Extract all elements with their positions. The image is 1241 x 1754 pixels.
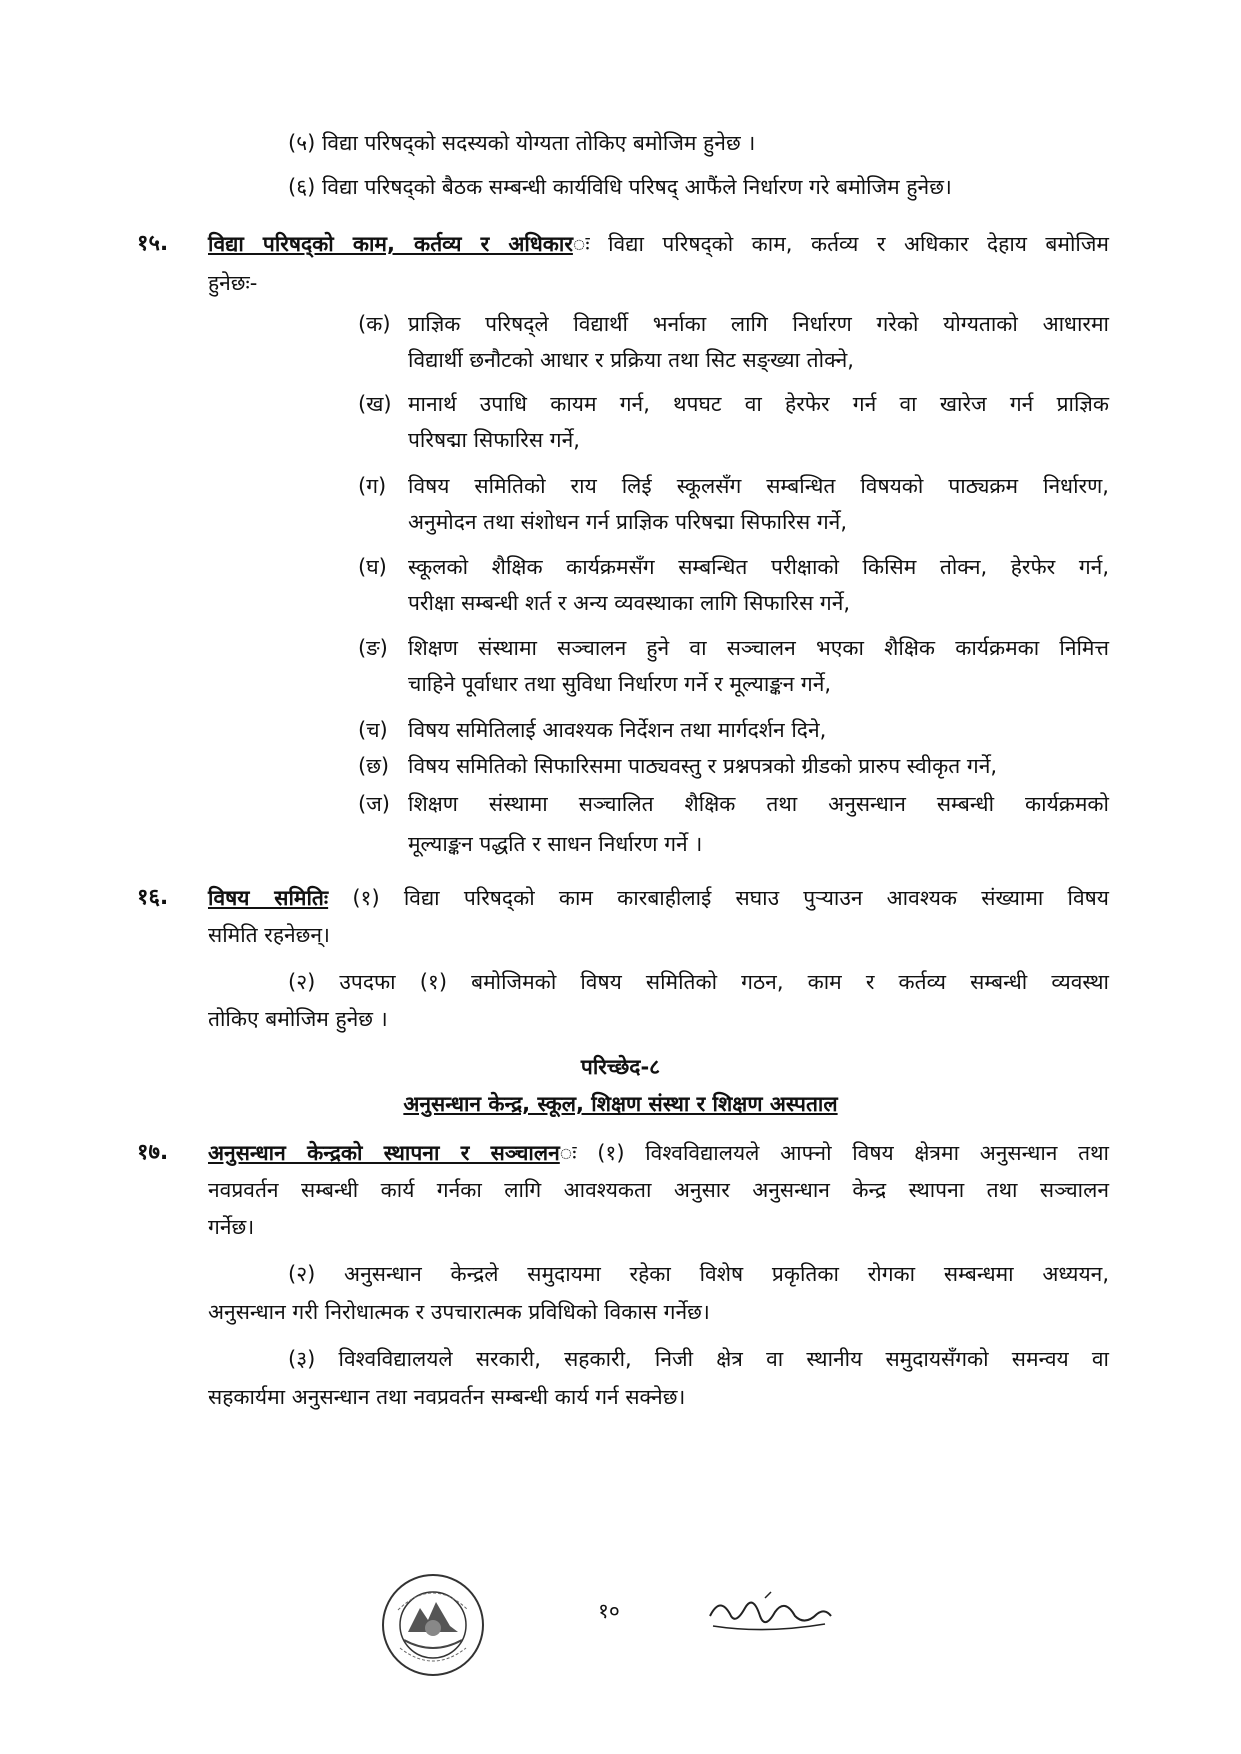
section-15-title: विद्या परिषद्को काम, कर्तव्य र अधिकार: [208, 232, 573, 256]
item-ga-label: (ग): [358, 474, 387, 498]
item-nga-line2: चाहिने पूर्वाधार तथा सुविधा निर्धारण गर्ने र मूल्याङ्कन गर्ने,: [408, 672, 832, 696]
section-16-title: विषय समितिः: [208, 886, 329, 910]
item-ka-label: (क): [358, 312, 391, 336]
section-17-intro-line3: गर्नेछ।: [208, 1215, 255, 1239]
section-15-number: १५.: [137, 231, 169, 256]
item-ga-line2: अनुमोदन तथा संशोधन गर्न प्राज्ञिक परिषद्मा सिफारिस गर्ने,: [408, 510, 848, 534]
section-15-intro-cont: हुनेछः-: [208, 271, 258, 295]
chapter-title-wrap: [0, 1089, 1241, 1119]
section-17-intro: ः (१) विश्वविद्यालयले आफ्नो विषय क्षेत्रमा अनुसन्धान तथा: [559, 1141, 1109, 1165]
chapter-label: परिच्छेद-८: [580, 1055, 661, 1079]
section-16-sub2-line1: (२) उपदफा (१) बमोजिमको विषय समितिको गठन, काम र कर्तव्य सम्बन्धी व्यवस्था: [288, 970, 1109, 994]
section-17-sub3-line2: सहकार्यमा अनुसन्धान तथा नवप्रवर्तन सम्बन्धी कार्य गर्न सक्नेछ।: [208, 1385, 686, 1409]
section-17-sub2-line2: अनुसन्धान गरी निरोधात्मक र उपचारात्मक प्रविधिको विकास गर्नेछ।: [208, 1300, 710, 1324]
item-ka-line1: प्राज्ञिक परिषद्ले विद्यार्थी भर्नाका लागि निर्धारण गरेको योग्यताको आधारमा: [408, 312, 1109, 336]
item-cha-label: (च): [358, 718, 388, 742]
item-nga-label: (ङ): [358, 636, 388, 660]
item-gha-line2: परीक्षा सम्बन्धी शर्त र अन्य व्यवस्थाका लागि सिफारिस गर्ने,: [408, 591, 851, 615]
item-chha-label: (छ): [358, 754, 390, 778]
section-16-number: १६.: [137, 885, 169, 910]
section-17-heading-line: [208, 1138, 1109, 1168]
clause-6: (६) विद्या परिषद्को बैठक सम्बन्धी कार्यविधि परिषद् आफैंले निर्धारण गरे बमोजिम हुनेछ।: [288, 175, 952, 199]
section-16-intro-cont: समिति रहनेछन्।: [208, 923, 331, 947]
section-16-heading-line: [208, 883, 1109, 913]
government-seal: [378, 1570, 488, 1680]
item-chha-line1: विषय समितिको सिफारिसमा पाठ्यवस्तु र प्रश्नपत्रको ग्रीडको प्रारुप स्वीकृत गर्ने,: [408, 754, 998, 778]
section-16-intro: (१) विद्या परिषद्को काम कारबाहीलाई सघाउ पुऱ्याउन आवश्यक संख्यामा विषय: [328, 886, 1109, 910]
chapter-title: अनुसन्धान केन्द्र, स्कूल, शिक्षण संस्था र शिक्षण अस्पताल: [403, 1092, 838, 1116]
item-ja-line1: शिक्षण संस्थामा सञ्चालित शैक्षिक तथा अनुसन्धान सम्बन्धी कार्यक्रमको: [408, 792, 1109, 816]
section-15-intro: ः विद्या परिषद्को काम, कर्तव्य र अधिकार देहाय बमोजिम: [572, 232, 1109, 256]
page-number: १०: [598, 1599, 620, 1623]
section-17-title: अनुसन्धान केन्द्रको स्थापना र सञ्चालन: [208, 1141, 560, 1165]
item-cha-line1: विषय समितिलाई आवश्यक निर्देशन तथा मार्गदर्शन दिने,: [408, 718, 827, 742]
clause-5: (५) विद्या परिषद्को सदस्यको योग्यता तोकिए बमोजिम हुनेछ ।: [288, 131, 756, 155]
signature: [705, 1586, 835, 1640]
item-gha-line1: स्कूलको शैक्षिक कार्यक्रमसँग सम्बन्धित परीक्षाको किसिम तोक्न, हेरफेर गर्न,: [408, 555, 1109, 579]
item-kha-line2: परिषद्मा सिफारिस गर्ने,: [408, 428, 580, 452]
section-17-sub3-line1: (३) विश्वविद्यालयले सरकारी, सहकारी, निजी क्षेत्र वा स्थानीय समुदायसँगको समन्वय वा: [288, 1347, 1109, 1371]
section-15-heading-line: [208, 229, 1109, 259]
item-ja-line2: मूल्याङ्कन पद्धति र साधन निर्धारण गर्ने ।: [408, 832, 703, 856]
section-17-intro-line2: नवप्रवर्तन सम्बन्धी कार्य गर्नका लागि आवश्यकता अनुसार अनुसन्धान केन्द्र स्थापना तथा सञ्चालन: [208, 1178, 1109, 1202]
item-gha-label: (घ): [358, 555, 387, 579]
item-ka-line2: विद्यार्थी छनौटको आधार र प्रक्रिया तथा सिट सङ्ख्या तोक्ने,: [408, 348, 854, 372]
section-16-sub2-line2: तोकिए बमोजिम हुनेछ ।: [208, 1007, 388, 1031]
item-ja-label: (ज): [358, 792, 390, 816]
item-kha-label: (ख): [358, 392, 392, 416]
item-kha-line1: मानार्थ उपाधि कायम गर्न, थपघट वा हेरफेर गर्न वा खारेज गर्न प्राज्ञिक: [408, 392, 1109, 416]
section-17-sub2-line1: (२) अनुसन्धान केन्द्रले समुदायमा रहेका विशेष प्रकृतिका रोगका सम्बन्धमा अध्ययन,: [288, 1262, 1109, 1286]
section-17-number: १७.: [137, 1140, 169, 1165]
item-ga-line1: विषय समितिको राय लिई स्कूलसँग सम्बन्धित विषयको पाठ्यक्रम निर्धारण,: [408, 474, 1109, 498]
item-nga-line1: शिक्षण संस्थामा सञ्चालन हुने वा सञ्चालन भएका शैक्षिक कार्यक्रमका निमित्त: [408, 636, 1109, 660]
